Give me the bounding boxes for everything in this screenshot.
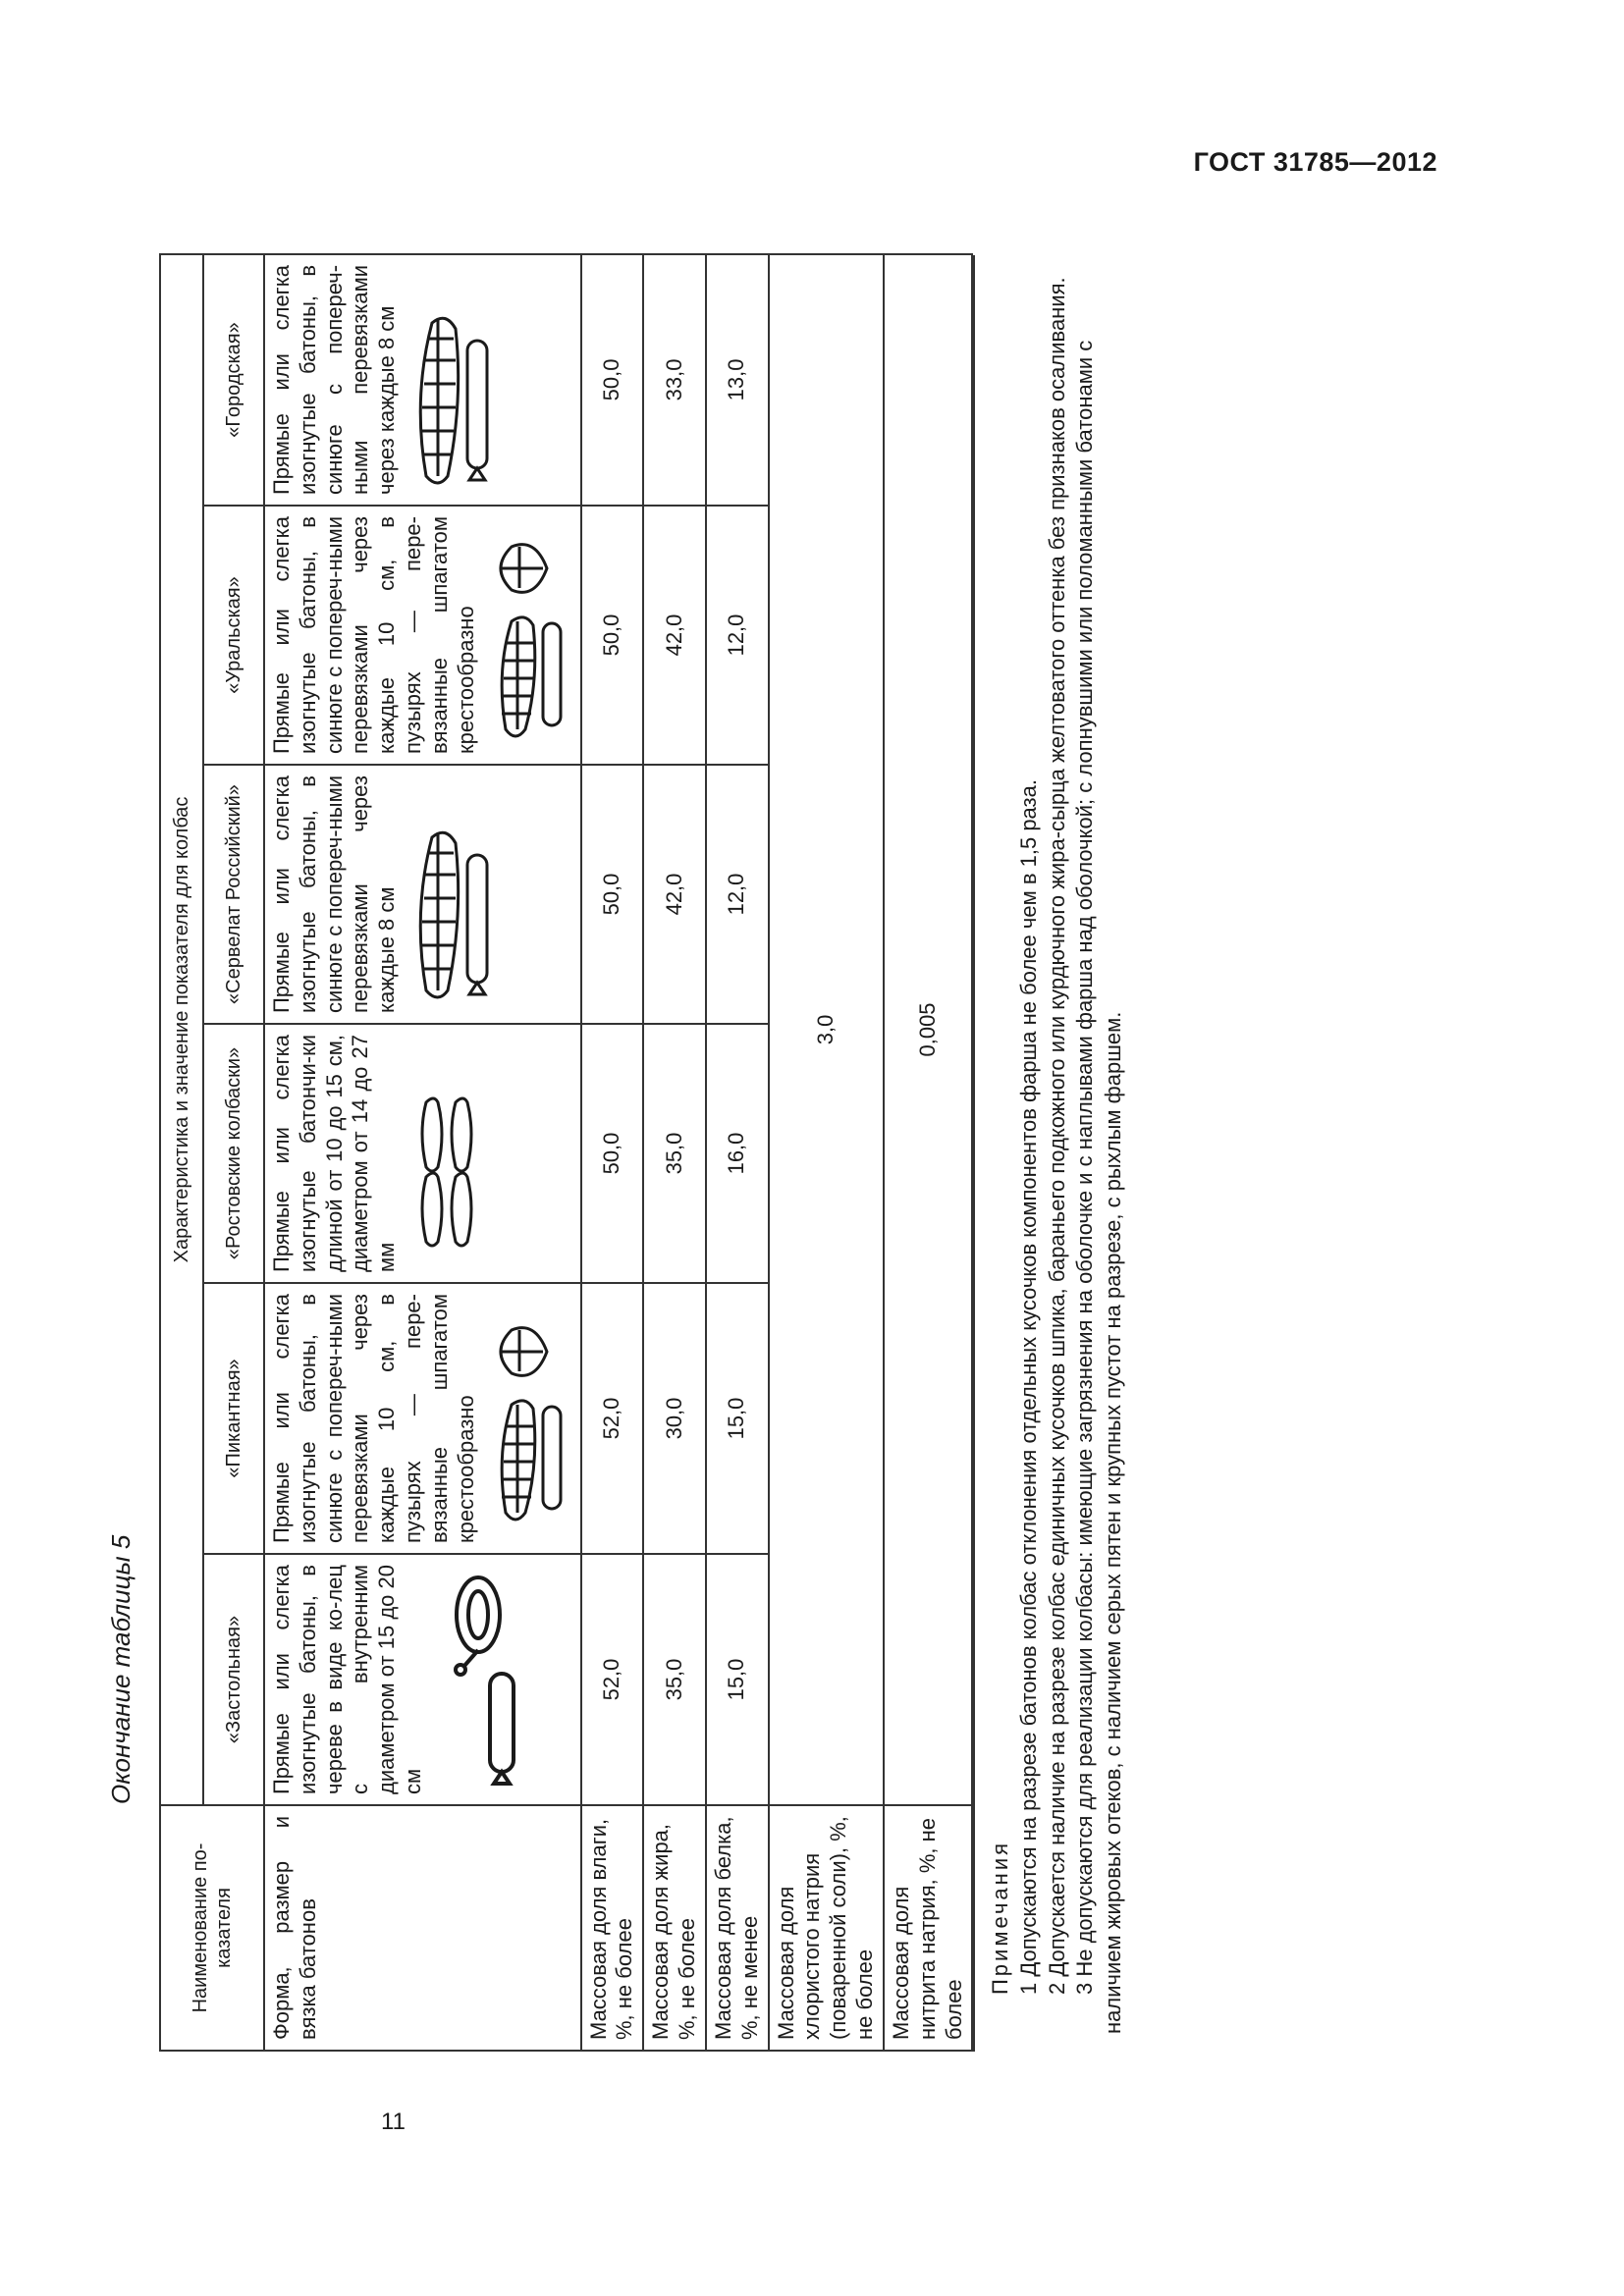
- note-item: 2 Допускается наличие на разрезе колбас единичных кусочков шпика, бараньего подкожного или курдючного жира-сырца желтоватого оттенка без признаков осаливания.: [1044, 277, 1069, 1995]
- cell-value: 52,0: [581, 1283, 644, 1554]
- note-item: 1 Допускаются на разрезе батонов колбас отклонения отдельных кусочков компонентов фарша не более чем в 1,5 раза.: [1015, 779, 1041, 1995]
- row-label-salt: Массовая доля хлористого натрия (поваренной соли), %, не более: [769, 1805, 884, 2051]
- cell-value: 15,0: [706, 1554, 769, 1805]
- cell-value: 13,0: [706, 254, 769, 506]
- table-continuation-caption: Окончание таблицы 5: [106, 1534, 135, 1804]
- cell-value: 42,0: [643, 765, 706, 1024]
- ring-sausage-icon: [439, 1572, 529, 1788]
- row-label-shape: Форма, размер и вязка батонов: [264, 1805, 581, 2051]
- shape-text: Прямые или слегка изогнутые батоны, в синюге с попереч-ными перевязками через каждые 10 см, в пузырях — пере-вязанные шпагатом крестообразно: [269, 516, 478, 754]
- standard-code: ГОСТ 31785—2012: [1193, 147, 1437, 177]
- indicators-table: [159, 253, 973, 2052]
- shape-cell-pikantnaya: [264, 1283, 581, 1554]
- small-sausages-icon: [412, 1045, 481, 1261]
- col-header-uralskaya: «Уральская»: [203, 506, 264, 765]
- tied-sausage-icon: [412, 272, 495, 488]
- cell-value: 50,0: [581, 254, 644, 506]
- cell-value: 35,0: [643, 1554, 706, 1805]
- row-label-moisture: Массовая доля влаги, %, не более: [581, 1805, 644, 2051]
- cell-value: 12,0: [706, 506, 769, 765]
- cell-value: 15,0: [706, 1283, 769, 1554]
- table-row: [884, 254, 972, 2051]
- table-row: [264, 254, 581, 2051]
- cell-value: 42,0: [643, 506, 706, 765]
- shape-cell-servelat: [264, 765, 581, 1024]
- cell-value: 50,0: [581, 506, 644, 765]
- col-header-pikantnaya: «Пикантная»: [203, 1283, 264, 1554]
- col-header-rostovskie: «Ростовские колбаски»: [203, 1024, 264, 1283]
- cell-value: 30,0: [643, 1283, 706, 1554]
- cell-value: 50,0: [581, 765, 644, 1024]
- table-row: [769, 254, 884, 2051]
- shape-text: Прямые или слегка изогнутые батоны, в черeве в виде ко-лец с внутренним диаметром от 15 до 20 см: [269, 1565, 426, 1794]
- page-number: 11: [381, 2109, 406, 2135]
- col-header-indicator: Наименование по-казателя: [160, 1805, 264, 2051]
- col-header-zastolnaya: «Застольная»: [203, 1554, 264, 1805]
- shape-text: Прямые или слегка изогнутые батоны, в синюге с попереч-ными перевязками через каждые 8 см: [269, 775, 400, 1013]
- shape-text: Прямые или слегка изогнутые батоны, в синюге с попереч-ными перевязками через каждые 10 см, в пузырях — пере-вязанные шпагатом крестообразно: [269, 1294, 478, 1543]
- cell-value: 16,0: [706, 1024, 769, 1283]
- cell-value: 35,0: [643, 1024, 706, 1283]
- row-label-nitrite: Массовая доля нитрита натрия, %, не более: [884, 1805, 972, 2051]
- table-notes: [973, 255, 1137, 2052]
- shape-text: Прямые или слегка изогнутые батончи-ки длиной от 10 до 15 см, диаметром от 14 до 27 мм: [269, 1035, 400, 1272]
- row-label-protein: Массовая доля белка, %, не менее: [706, 1805, 769, 2051]
- shape-cell-rostovskie: [264, 1024, 581, 1283]
- table-row: [643, 254, 706, 2051]
- cell-value: 3,0: [769, 254, 884, 1805]
- shape-text: Прямые или слегка изогнутые батоны, в синюге с попереч-ными перевязками через каждые 8 см: [269, 264, 400, 495]
- group-header: Характеристика и значение показателя для колбас: [160, 254, 203, 1805]
- cell-value: 0,005: [884, 254, 972, 1805]
- cell-value: 12,0: [706, 765, 769, 1024]
- shape-cell-gorodskaya: [264, 254, 581, 506]
- notes-title: Примечания: [988, 1840, 1013, 1995]
- col-header-gorodskaya: «Городская»: [203, 254, 264, 506]
- tied-sausage-icon: [492, 527, 570, 743]
- rotated-table-block: [159, 255, 1435, 2052]
- tied-sausage-icon: [492, 1310, 570, 1526]
- tied-sausage-icon: [412, 786, 495, 1002]
- col-header-servelat: «Сервелат Российский»: [203, 765, 264, 1024]
- row-label-fat: Массовая доля жира, %, не более: [643, 1805, 706, 2051]
- cell-value: 52,0: [581, 1554, 644, 1805]
- table-row: [581, 254, 644, 2051]
- shape-cell-zastolnaya: [264, 1554, 581, 1805]
- table-row: [706, 254, 769, 2051]
- cell-value: 33,0: [643, 254, 706, 506]
- shape-cell-uralskaya: [264, 506, 581, 765]
- cell-value: 50,0: [581, 1024, 644, 1283]
- note-item: 3 Не допускаются для реализации колбасы: имеющие загрязнения на оболочке и с наплывами фарша над оболочкой; с лопнувшими или поломанными батонами с наличием жировых отеков, с наличием серых пятен и крупных пустот на разрезе, с рыхлым фаршем.: [1072, 340, 1125, 2034]
